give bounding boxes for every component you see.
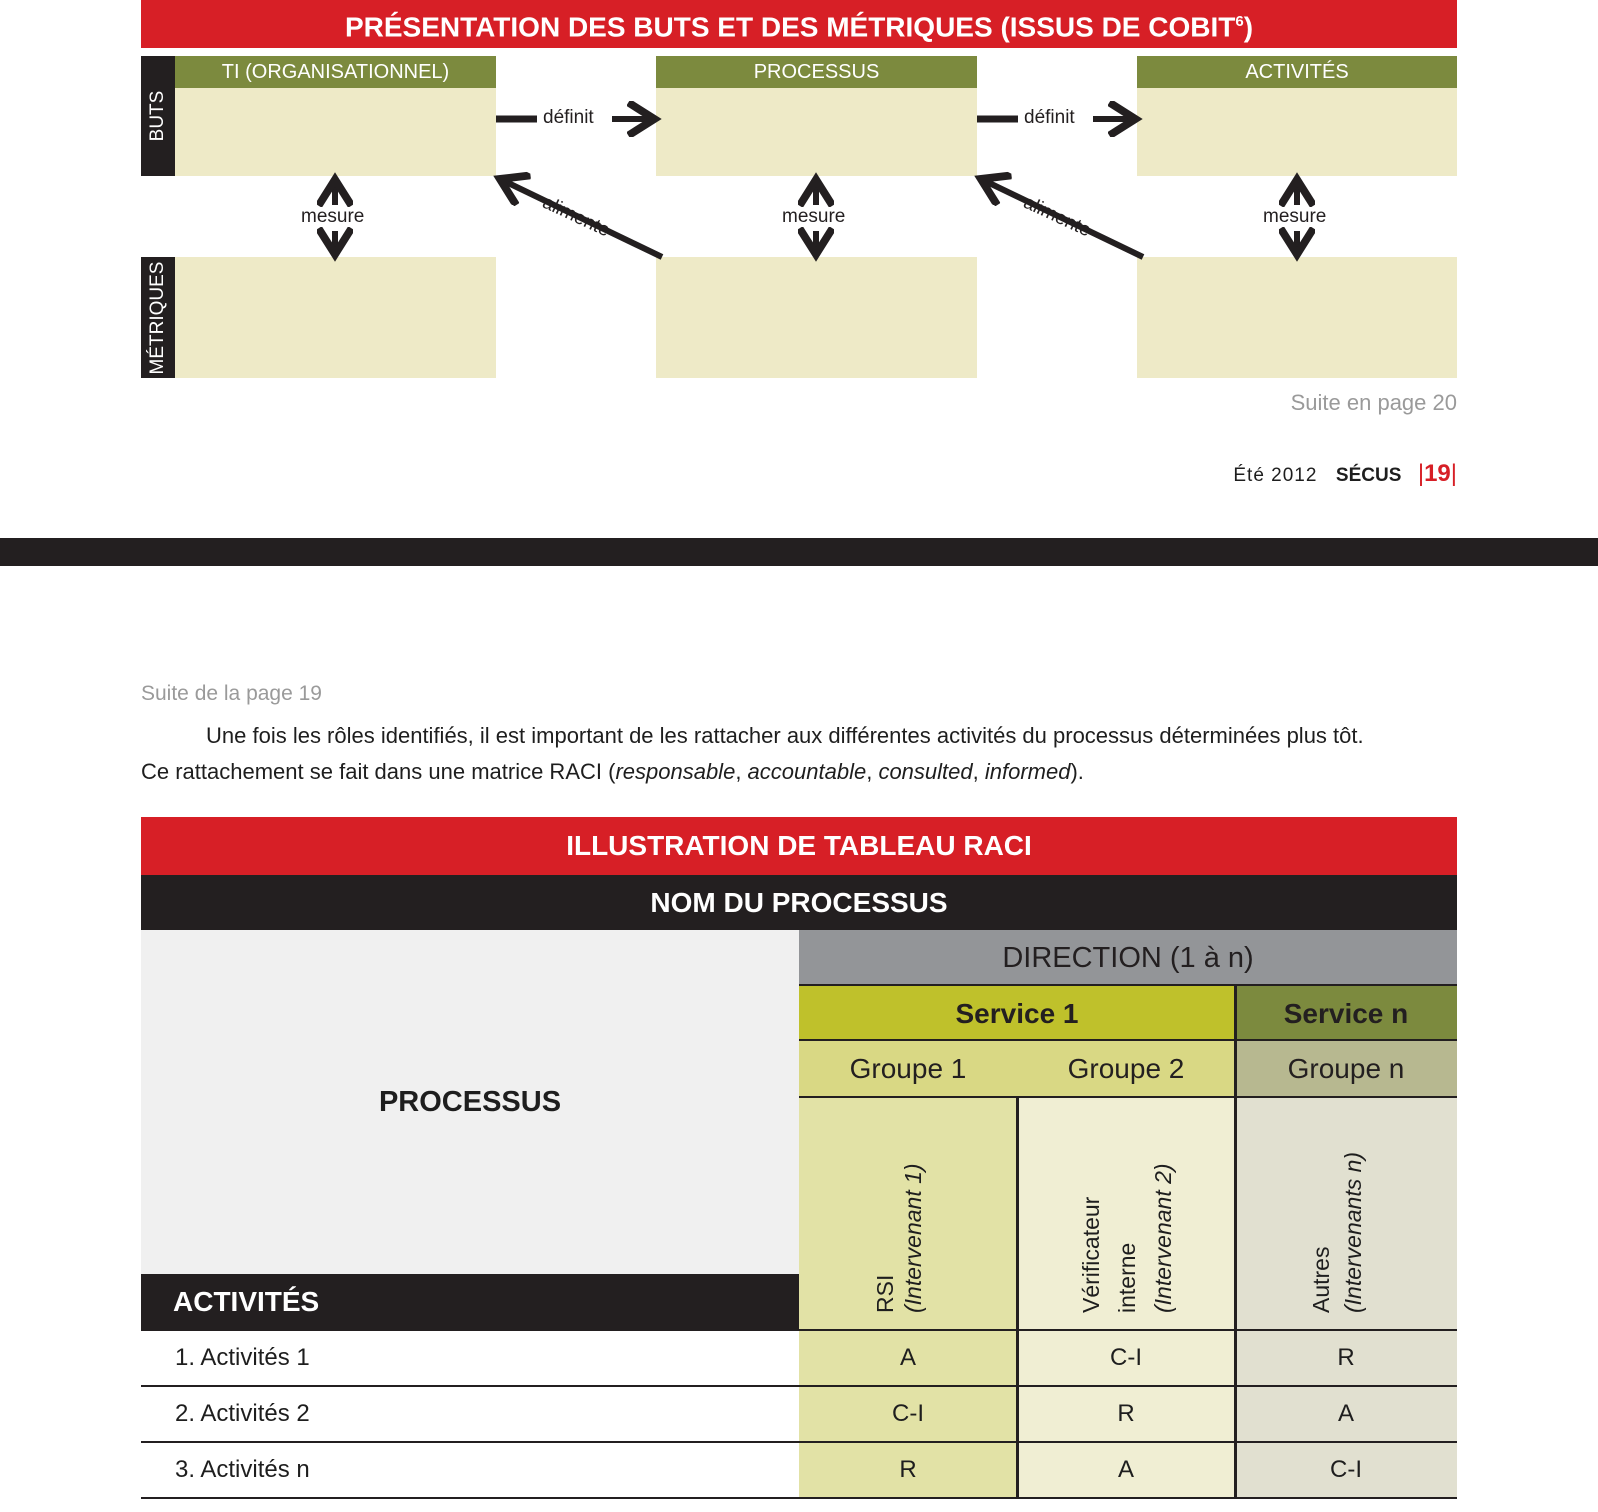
- label-defines-2: définit: [1024, 107, 1075, 128]
- role-autres-text: [1305, 1152, 1369, 1313]
- footer-magazine: SÉCUS: [1335, 465, 1402, 486]
- paragraph-line-2: Ce rattachement se fait dans une matrice RACI (responsable, accountable, consulted, informed).: [141, 759, 1084, 784]
- group-n-header: Groupe n: [1235, 1041, 1457, 1097]
- paragraph-suffix: ).: [1070, 759, 1084, 784]
- row-label-metriques-text: MÉTRIQUES: [147, 261, 168, 374]
- role-verificateur-cell: [1017, 1098, 1235, 1330]
- service-1-header: Service 1: [799, 986, 1235, 1041]
- diagram-arrows: [0, 0, 1598, 400]
- hdivider-header: [141, 1329, 1457, 1331]
- activity-label: 2. Activités 2: [175, 1400, 310, 1427]
- continued-from-page: Suite de la page 19: [141, 682, 322, 705]
- table-row: [141, 1442, 1457, 1498]
- paragraph-prefix: Ce rattachement se fait dans une matrice RACI (: [141, 759, 616, 784]
- label-measures-2: mesure: [782, 206, 846, 227]
- hdivider-row-2: [141, 1441, 1457, 1443]
- raci-cell: A: [1337, 1400, 1354, 1427]
- hdivider-row-3: [141, 1497, 1457, 1499]
- label-feeds-2: alimente: [1020, 192, 1095, 242]
- footer-page-divider-right: |: [1450, 460, 1457, 487]
- raci-cell: A: [1117, 1456, 1134, 1483]
- processus-cell: [141, 930, 799, 1274]
- diagram-title-footnote: 6: [1235, 13, 1244, 30]
- activity-label: 1. Activités 1: [175, 1344, 310, 1371]
- activity-label: 3. Activités n: [175, 1456, 310, 1483]
- role-verificateur-who: (Intervenant 2): [1150, 1163, 1176, 1313]
- group-2-header: Groupe 2: [1067, 1053, 1185, 1084]
- column-header-activites: ACTIVITÉS: [1137, 56, 1457, 88]
- raci-word-consulted: consulted: [878, 759, 973, 784]
- raci-cell: R: [899, 1456, 917, 1483]
- footer-page-number: 19: [1424, 460, 1451, 487]
- direction-header: DIRECTION (1 à n): [799, 930, 1457, 986]
- row-label-buts-text: BUTS: [147, 90, 168, 142]
- raci-cell: A: [899, 1344, 916, 1371]
- role-rsi-cell: [799, 1098, 1017, 1330]
- raci-cell: R: [1337, 1344, 1355, 1371]
- role-autres-cell: [1235, 1098, 1457, 1330]
- hdivider-row-1: [141, 1385, 1457, 1387]
- footer-season: Été 2012: [1233, 465, 1318, 486]
- page-footer: [1160, 460, 1457, 488]
- activities-header-cell: [141, 1274, 799, 1330]
- diagram-title: PRÉSENTATION DES BUTS ET DES MÉTRIQUES (ISSUS DE COBIT: [344, 11, 1236, 43]
- table-row: [141, 1330, 1457, 1386]
- page-separator: [0, 538, 1598, 566]
- paragraph-line-1: Une fois les rôles identifiés, il est important de les rattacher aux différentes activités du processus déterminées plus tôt.: [206, 723, 1364, 748]
- raci-word-informed: informed: [984, 759, 1071, 784]
- column-header-processus: PROCESSUS: [656, 56, 977, 88]
- raci-process-name-bar: NOM DU PROCESSUS: [141, 875, 1457, 930]
- role-rsi-text: [871, 1163, 927, 1313]
- service-n-header: Service n: [1235, 986, 1457, 1041]
- table-row: [141, 1386, 1457, 1442]
- label-measures-3: mesure: [1263, 206, 1327, 227]
- label-defines-1: définit: [543, 107, 594, 128]
- continued-on-page: Suite en page 20: [1290, 390, 1457, 415]
- label-measures-1: mesure: [301, 206, 365, 227]
- group-1-header: Groupe 1: [849, 1053, 967, 1084]
- role-autres-name: Autres: [1308, 1246, 1334, 1313]
- role-verificateur-text: [1073, 1163, 1181, 1313]
- role-rsi-name: RSI: [872, 1274, 898, 1313]
- role-rsi-who: (Intervenant 1): [900, 1163, 926, 1313]
- activities-header-label: ACTIVITÉS: [173, 1286, 320, 1317]
- raci-cell: C-I: [892, 1400, 924, 1427]
- raci-cell: C-I: [1110, 1344, 1142, 1371]
- column-header-ti: TI (ORGANISATIONNEL): [175, 56, 496, 88]
- role-verificateur-line1: Vérificateur: [1078, 1196, 1104, 1313]
- label-feeds-1: alimente: [539, 192, 614, 242]
- footer-page-divider-left: |: [1417, 460, 1425, 487]
- raci-title-bar: ILLUSTRATION DE TABLEAU RACI: [141, 817, 1457, 875]
- diagram-title-close: ): [1243, 11, 1254, 43]
- role-verificateur-line2: interne: [1114, 1242, 1140, 1313]
- raci-cell: R: [1117, 1400, 1135, 1427]
- processus-label: PROCESSUS: [378, 1085, 562, 1118]
- raci-cell: C-I: [1330, 1456, 1362, 1483]
- role-autres-who: (Intervenants n): [1340, 1151, 1366, 1313]
- raci-word-responsable: responsable: [615, 759, 736, 784]
- raci-word-accountable: accountable: [747, 759, 867, 784]
